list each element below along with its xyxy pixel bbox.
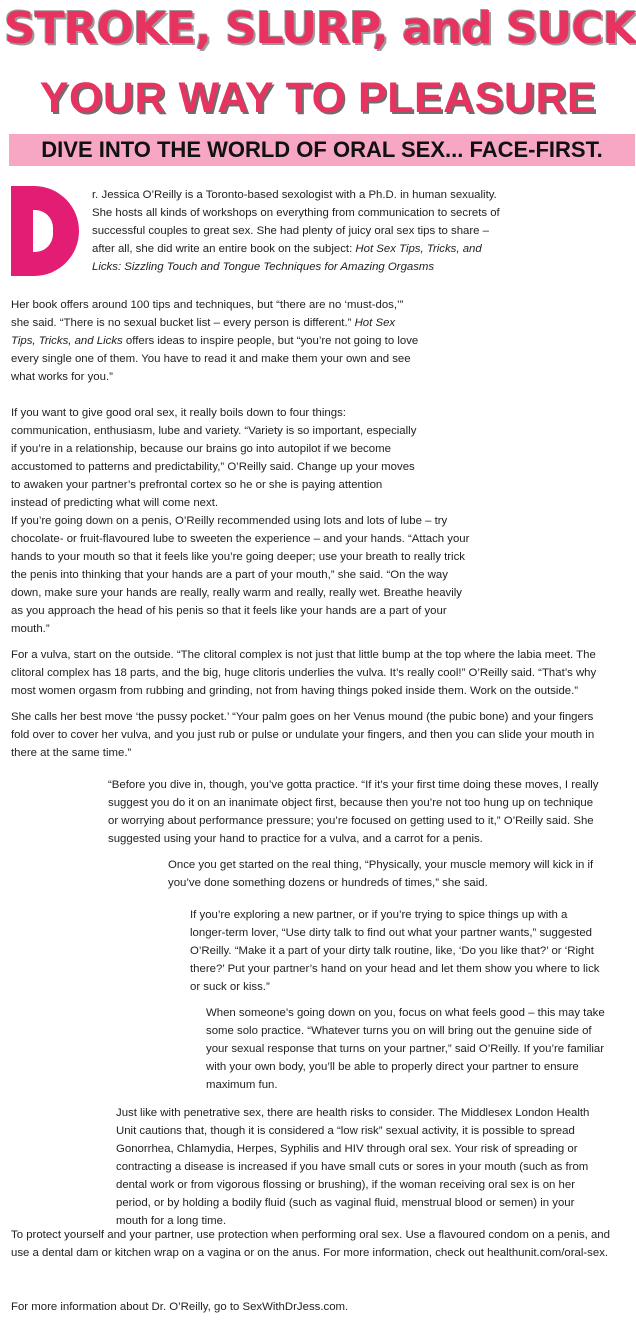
intro-paragraph — [92, 186, 500, 276]
paragraph-solo-practice: When someone’s going down on you, focus on what feels good – this may take some solo practice. “Whatever turns you on will bring out the genuine side of your sexual response that turns on your partner,” said O’Reilly. If you’re familiar with your own body, you’ll be able to properly direct your partner to ensure maximum fun. — [206, 1007, 605, 1091]
paragraph-penis: If you’re going down on a penis, O’Reilly recommended using lots and lots of lube – try chocolate- or fruit-flavoured lube to sweeten the experience – and your hands. “Attach your hands to your mouth so that it feels like you’re going deeper; use your breath to really trick the penis into thinking that your hands are a part of your mouth,” she said. “On the way down, make sure your hands are really, really warm and really, really wet. Breathe heavily as you approach the head of his penis so that it feels like your hands are a part of your mouth.” — [11, 515, 470, 635]
paragraph-protection: To protect yourself and your partner, use protection when performing oral sex. Use a flavoured condom on a penis, and use a dental dam or kitchen wrap on a vagina or on the anus. For more information, check out healthunit.com/oral-sex. — [11, 1229, 610, 1259]
drop-cap — [11, 186, 79, 276]
headline-line2: YOUR WAY TO PLEASURE — [39, 74, 597, 122]
paragraph-pussy-pocket: She calls her best move ‘the pussy pocket.’ “Your palm goes on her Venus mound (the pubic bone) and your fingers fold over to cover her vulva, and you just rub or pulse or undulate your fingers, and then you can slide your mouth in there at the same time.” — [11, 711, 595, 759]
book-title: Hot Sex Tips, Tricks, and Licks — [11, 317, 396, 347]
paragraph-muscle-memory: Once you get started on the real thing, “Physically, your muscle memory will kick in if you’ve done something dozens or hundreds of times,” she said. — [168, 859, 594, 889]
paragraph-dirty-talk: If you’re exploring a new partner, or if you’re trying to spice things up with a longer-term lover, “Use dirty talk to find out what your partner wants,” suggested O’Reilly. “Make it a part of your dirty talk routine, like, ‘Do you like that?’ or ‘Right there?’ Put your partner’s hand on your head and let them show you where to lick or suck or kiss.” — [190, 909, 600, 993]
book-title: Hot Sex Tips, Tricks, and Licks: Sizzling Touch and Tongue Techniques for Amazing Orgasms — [92, 243, 482, 273]
paragraph-variety: If you want to give good oral sex, it really boils down to four things: communication, enthusiasm, lube and variety. “Variety is so important, especially if you’re in a relationship, because our brains go into autopilot if we become accustomed to patterns and predictability,” O’Reilly said. Change up your moves to awaken your partner’s prefrontal cortex so he or she is paying attention instead of predicting what will come next. — [11, 407, 417, 509]
headline-line1: STROKE, SLURP, and SUCK — [4, 3, 636, 54]
paragraph-more-info: For more information about Dr. O’Reilly, go to SexWithDrJess.com. — [11, 1301, 349, 1313]
intro-text: r. Jessica O’Reilly is a Toronto-based sexologist with a Ph.D. in human sexuality. She hosts all kinds of workshops on everything from communication to secrets of successful couples to great sex. She had plenty of juicy oral sex tips to share – after all, she did write an entire book on the subject: — [92, 189, 500, 255]
paragraph-vulva: For a vulva, start on the outside. “The clitoral complex is not just that little bump at the top where the labia meet. The clitoral complex has 18 parts, and the big, huge clitoris underlies the vulva. It’s really cool!” O’Reilly said. “That’s why most women orgasm from rubbing and grinding, not from having things poked inside them. Work on the outside.” — [11, 649, 597, 697]
deck-subtitle: DIVE INTO THE WORLD OF ORAL SEX... FACE-FIRST. — [9, 134, 635, 166]
paragraph-book: Her book offers around 100 tips and techniques, but “there are no ‘must-dos,’” she said. “There is no sexual bucket list – every person is different.” Hot Sex Tips, Tricks, and Licks offers ideas to inspire people, but “you’re not going to love every single one of them. You have to read it and make them your own and see what works for you.” — [11, 299, 419, 383]
paragraph-health-risks: Just like with penetrative sex, there are health risks to consider. The Middlesex London Health Unit cautions that, though it is considered a “low risk” sexual activity, it is possible to spread Gonorrhea, Chlamydia, Herpes, Syphilis and HIV through oral sex. Your risk of spreading or contracting a disease is increased if you have small cuts or sores in your mouth (such as from dental work or from vigorous flossing or brushing), if the woman receiving oral sex is on her period, or by holding a bodily fluid (such as vaginal fluid, menstrual blood or semen) in your mouth for a long time. — [116, 1107, 590, 1227]
paragraph-practice: “Before you dive in, though, you’ve gotta practice. “If it’s your first time doing these moves, I really suggest you do it on an inanimate object first, because then you’re not too hung up on technique or worrying about performance pressure; you’re focused on getting used to it,” O’Reilly said. She suggested using your hand to practice for a vulva, and a carrot for a penis. — [108, 779, 599, 845]
